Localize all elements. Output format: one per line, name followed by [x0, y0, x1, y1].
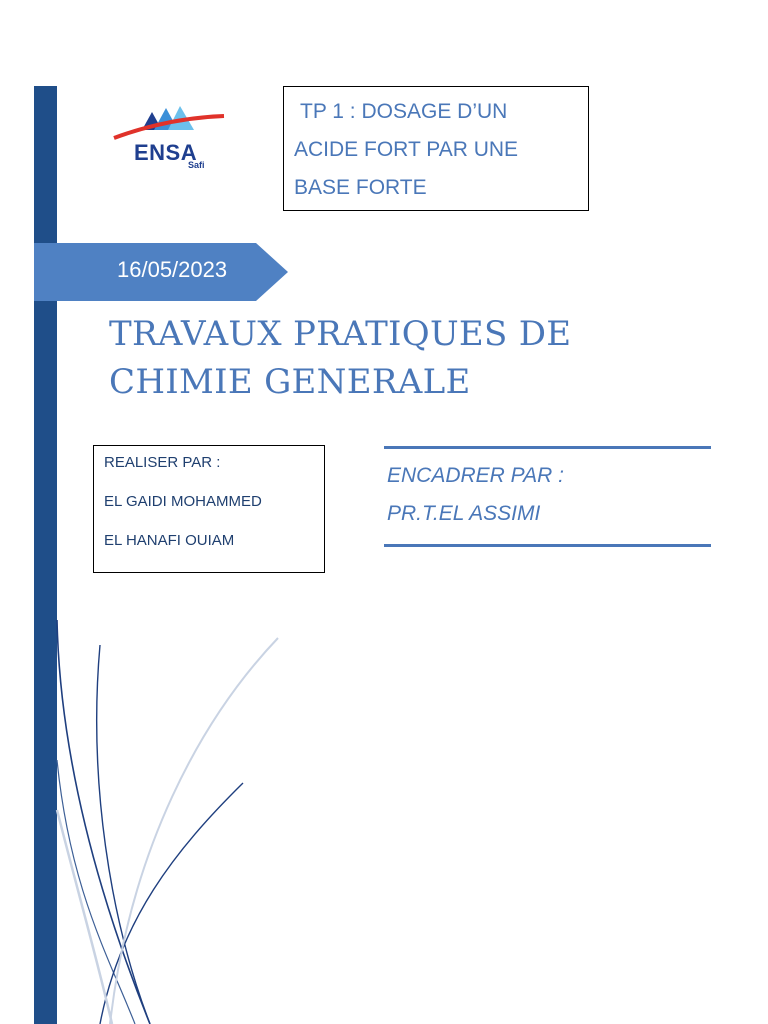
tp-title-box: [283, 86, 589, 211]
main-title-line: CHIMIE GENERALE: [109, 362, 471, 402]
author-name: EL GAIDI MOHAMMED: [104, 493, 262, 510]
authors-box: [93, 445, 325, 573]
supervisor-top-rule: [384, 446, 711, 449]
authors-label: REALISER PAR :: [104, 454, 221, 471]
logo-subtitle: Safi: [188, 160, 205, 170]
logo-wordmark: ENSA: [134, 140, 198, 165]
main-title-line: TRAVAUX PRATIQUES DE: [109, 314, 572, 354]
supervisor-bottom-rule: [384, 544, 711, 547]
author-name: EL HANAFI OUIAM: [104, 532, 235, 549]
tp-title-line: TP 1 : DOSAGE D’UN: [300, 100, 508, 123]
tp-title-line: BASE FORTE: [294, 176, 427, 199]
tp-title-line: ACIDE FORT PAR UNE: [294, 138, 519, 161]
main-title: [109, 310, 729, 406]
date-label: 16/05/2023: [117, 257, 228, 282]
supervisor-label: ENCADRER PAR :: [387, 464, 564, 487]
ensa-safi-logo: [108, 100, 228, 180]
supervisor-name: PR.T.EL ASSIMI: [387, 502, 541, 525]
decorative-swirl-lines: [0, 600, 320, 1024]
